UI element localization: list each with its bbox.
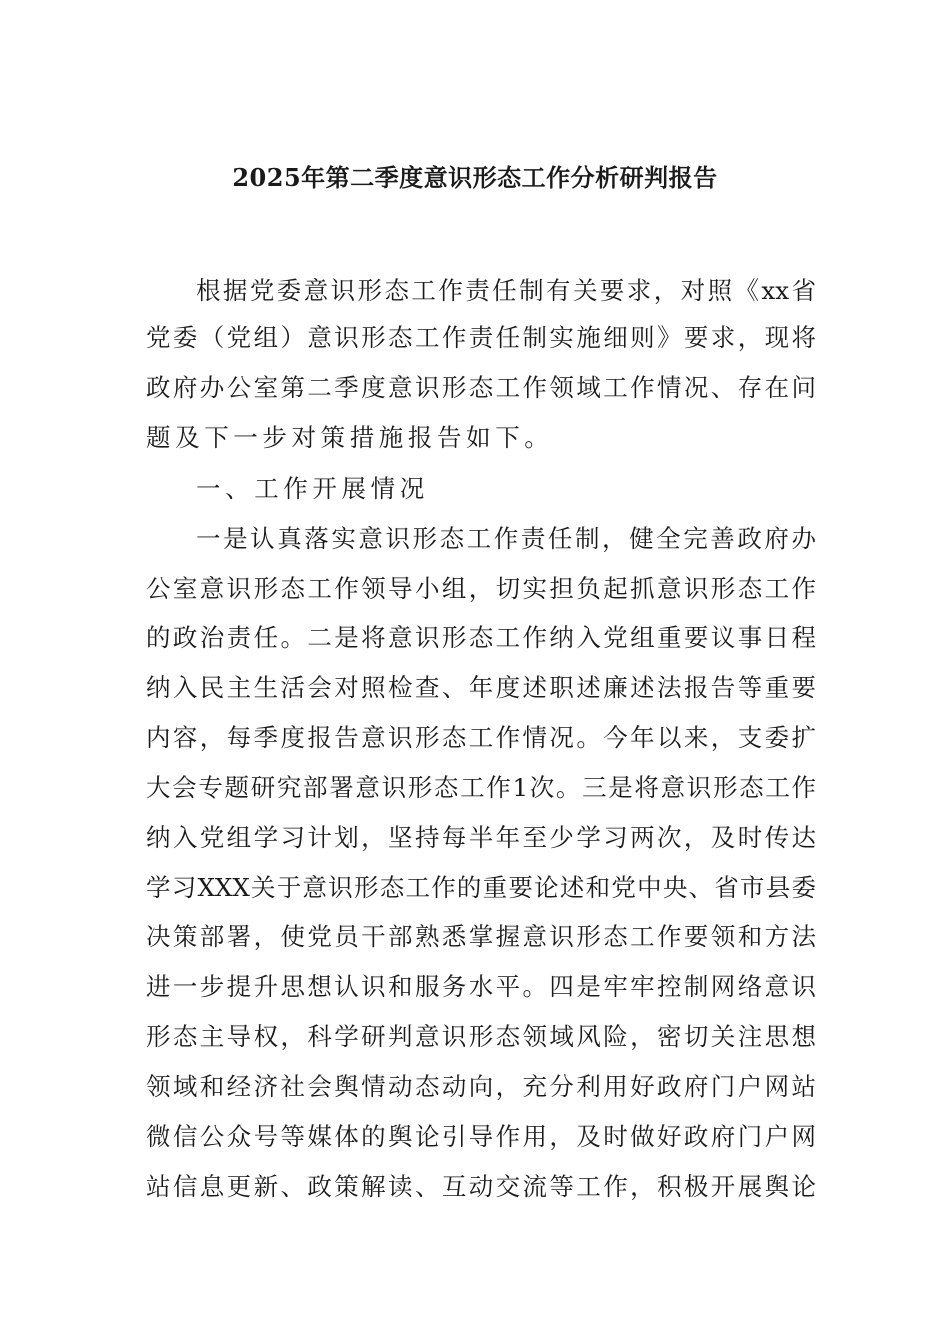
paragraph-line: 微信公众号等媒体的舆论引导作用，及时做好政府门户网: [146, 1122, 816, 1151]
paragraph-line: 纳入民主生活会对照检查、年度述职述廉述法报告等重要: [146, 673, 816, 702]
paragraph-line: 学习XXX关于意识形态工作的重要论述和党中央、省市县委: [146, 873, 816, 902]
paragraph-line: 进一步提升思想认识和服务水平。四是牢牢控制网络意识: [146, 972, 816, 1001]
paragraph-line: 一是认真落实意识形态工作责任制，健全完善政府办: [196, 524, 816, 553]
paragraph-line: 公室意识形态工作领导小组，切实担负起抓意识形态工作: [146, 574, 816, 603]
paragraph-line: 根据党委意识形态工作责任制有关要求，对照《xx省: [196, 276, 816, 305]
paragraph-line: 领域和经济社会舆情动态动向，充分利用好政府门户网站: [146, 1072, 816, 1101]
paragraph-line: 形态主导权，科学研判意识形态领域风险，密切关注思想: [146, 1022, 816, 1051]
paragraph-line: 政府办公室第二季度意识形态工作领域工作情况、存在问: [146, 373, 816, 402]
paragraph-line: 站信息更新、政策解读、互动交流等工作，积极开展舆论: [146, 1172, 816, 1201]
document-title: 2025年第二季度意识形态工作分析研判报告: [232, 163, 718, 192]
paragraph-line: 纳入党组学习计划，坚持每半年至少学习两次，及时传达: [146, 823, 816, 852]
paragraph-line: 的政治责任。二是将意识形态工作纳入党组重要议事日程: [146, 623, 816, 652]
section-heading: 一、工作开展情况: [196, 474, 429, 503]
paragraph-line: 大会专题研究部署意识形态工作1次。三是将意识形态工作: [146, 773, 816, 802]
paragraph-line: 内容，每季度报告意识形态工作情况。今年以来，支委扩: [146, 723, 816, 752]
paragraph-line: 决策部署，使党员干部熟悉掌握意识形态工作要领和方法: [146, 922, 816, 951]
paragraph-line: 题及下一步对策措施报告如下。: [146, 423, 554, 452]
paragraph-line: 党委（党组）意识形态工作责任制实施细则》要求，现将: [146, 323, 816, 352]
